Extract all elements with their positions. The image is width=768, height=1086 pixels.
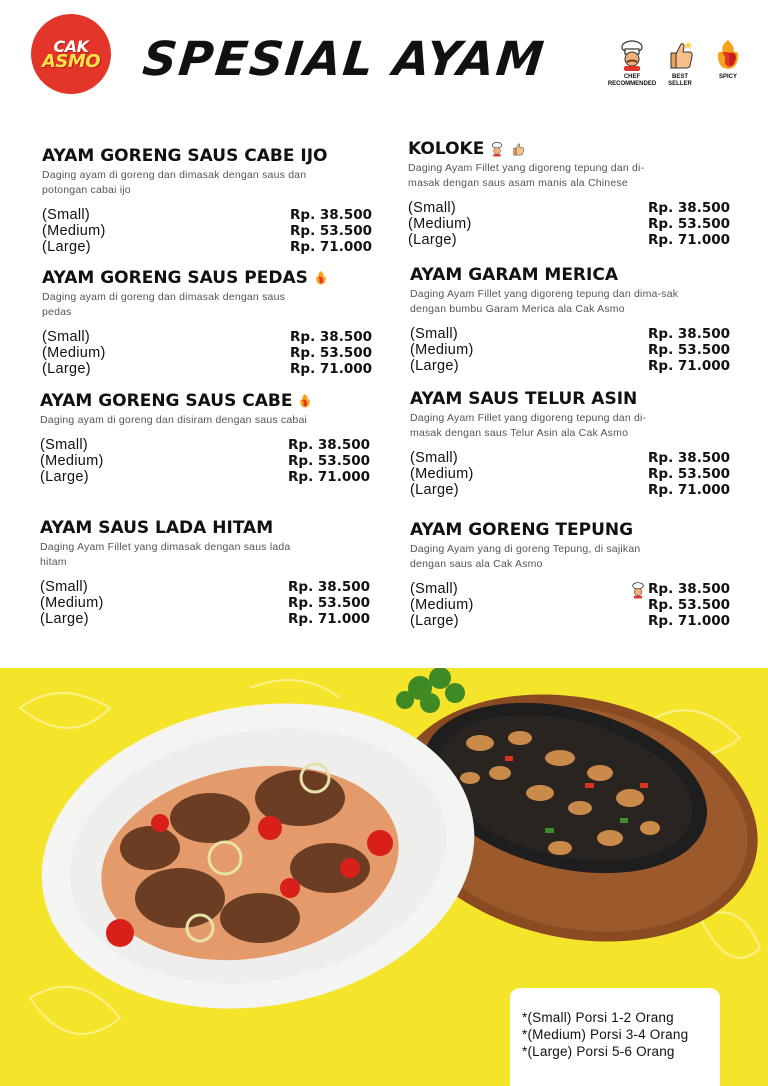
price-row-medium: (Medium) Rp. 53.500 [42,345,372,361]
price-list [410,326,730,374]
parsley-garnish [396,668,465,713]
price-row-small: (Small) Rp. 38.500 [42,329,372,345]
price-list [410,450,730,498]
thumbs-up-icon [510,141,526,157]
price: Rp. 71.000 [290,361,372,377]
price-row-small: (Small) Rp. 38.500 [40,437,370,453]
menu-item [42,146,372,255]
price: Rp. 71.000 [648,613,730,629]
item-name: KOLOKE [408,139,485,159]
item-name: AYAM SAUS LADA HITAM [40,518,274,538]
price-row-small: (Small) Rp. 38.500 [410,326,730,342]
chili-flame-icon [313,270,329,286]
portion-note [510,988,720,1086]
price-row-large: (Large) Rp. 71.000 [408,232,730,248]
chili-flame-icon [297,393,313,409]
price: Rp. 53.500 [648,466,730,482]
portion-note-medium: *(Medium) Porsi 3-4 Orang [522,1027,689,1042]
price-list [40,579,370,627]
price: Rp. 71.000 [648,482,730,498]
price-row-small: (Small) Rp. 38.500 [40,579,370,595]
price: Rp. 53.500 [288,595,370,611]
item-name: AYAM GORENG SAUS CABE IJO [42,146,328,166]
price-row-small: (Small) Rp. 38.500 [42,207,372,223]
page-title: SPESIAL AYAM [140,32,549,87]
badge-label: BEST SELLER [668,74,692,87]
chef-icon [489,141,505,157]
badge-legend [607,38,750,90]
item-name: AYAM GORENG SAUS PEDAS [42,268,308,288]
badge-label: SPICY [718,74,737,80]
item-name-row [40,391,370,411]
price-row-medium: (Medium) Rp. 53.500 [410,597,730,613]
menu-item [410,265,730,374]
price-row-large: (Large) Rp. 71.000 [42,239,372,255]
badge-label: CHEF RECOMMENDED [607,74,657,87]
portion-note-large: *(Large) Porsi 5-6 Orang [522,1044,675,1059]
price-row-medium: (Medium) Rp. 53.500 [40,453,370,469]
menu-item [408,139,730,248]
price: Rp. 38.500 [288,579,370,595]
price-row-medium: (Medium) Rp. 53.500 [410,466,730,482]
item-description: Daging Ayam Fillet yang digoreng tepung dan dima-sak dengan bumbu Garam Merica ala Cak Asmo [410,288,679,315]
price-row-large: (Large) Rp. 71.000 [410,482,730,498]
price-row-medium: (Medium) Rp. 53.500 [408,216,730,232]
price: Rp. 71.000 [288,611,370,627]
price: Rp. 53.500 [290,345,372,361]
price: Rp. 71.000 [290,239,372,255]
price-row-small: (Small) Rp. 38.500 [410,581,730,597]
price-row-small: (Small) Rp. 38.500 [408,200,730,216]
logo-text-line-2: ASMO [41,51,101,72]
price-list [40,437,370,485]
item-description: Daging Ayam Fillet yang dimasak dengan saus lada hitam [40,541,291,568]
price-row-medium: (Medium) Rp. 53.500 [410,342,730,358]
price-row-medium: (Medium) Rp. 53.500 [40,595,370,611]
item-description: Daging Ayam Fillet yang digoreng tepung dan di-masak dengan saus Telur Asin ala Cak Asmo [410,412,647,439]
price-list [42,329,372,377]
brand-logo [31,14,111,94]
price-row-small: (Small) Rp. 38.500 [410,450,730,466]
item-description: Daging ayam di goreng dan dimasak dengan saus dan potongan cabai ijo [42,169,307,196]
price-row-large: (Large) Rp. 71.000 [410,358,730,374]
chef-icon [615,38,649,72]
item-name: AYAM SAUS TELUR ASIN [410,389,638,409]
item-description: Daging Ayam Fillet yang digoreng tepung dan di-masak dengan saus asam manis ala Chinese [408,162,645,189]
logo-text-line-1: CAK [53,37,89,56]
price: Rp. 38.500 [290,207,372,223]
thumbs-up-icon [663,38,697,72]
item-name-row [408,139,730,159]
price: Rp. 38.500 [288,437,370,453]
price-row-large: (Large) Rp. 71.000 [40,469,370,485]
item-description: Daging ayam di goreng dan disiram dengan saus cabai [40,414,308,426]
menu-item [40,518,370,627]
badge-spicy [706,38,750,90]
price: Rp. 53.500 [648,216,730,232]
menu-item [42,268,372,377]
price-row-large: (Large) Rp. 71.000 [410,613,730,629]
item-name: AYAM GORENG TEPUNG [410,520,634,540]
price-row-large: (Large) Rp. 71.000 [40,611,370,627]
portion-note-small: *(Small) Porsi 1-2 Orang [522,1010,674,1025]
badge-best-seller [658,38,702,90]
menu-item [410,520,730,629]
price: Rp. 38.500 [290,329,372,345]
price-list [42,207,372,255]
price: Rp. 71.000 [288,469,370,485]
price-list [408,200,730,248]
price-list [410,581,730,629]
badge-chef-recommended [607,38,657,90]
item-name-row [42,268,372,288]
price: Rp. 71.000 [648,232,730,248]
price: Rp. 53.500 [648,597,730,613]
price: Rp. 53.500 [290,223,372,239]
price: Rp. 53.500 [648,342,730,358]
price: Rp. 38.500 [648,200,730,216]
chili-flame-icon [711,38,745,72]
menu-item [410,389,730,498]
price-row-medium: (Medium) Rp. 53.500 [42,223,372,239]
price: Rp. 71.000 [648,358,730,374]
item-description: Daging Ayam yang di goreng Tepung, di sajikan dengan saus ala Cak Asmo [410,543,641,570]
price-row-large: (Large) Rp. 71.000 [42,361,372,377]
item-description: Daging ayam di goreng dan dimasak dengan saus pedas [42,291,286,318]
price: Rp. 38.500 [648,450,730,466]
item-name: AYAM GORENG SAUS CABE [40,391,293,411]
price: Rp. 53.500 [288,453,370,469]
price: Rp. 38.500 [648,326,730,342]
price: Rp. 38.500 [648,581,730,597]
item-name: AYAM GARAM MERICA [410,265,618,285]
menu-item [40,391,370,485]
